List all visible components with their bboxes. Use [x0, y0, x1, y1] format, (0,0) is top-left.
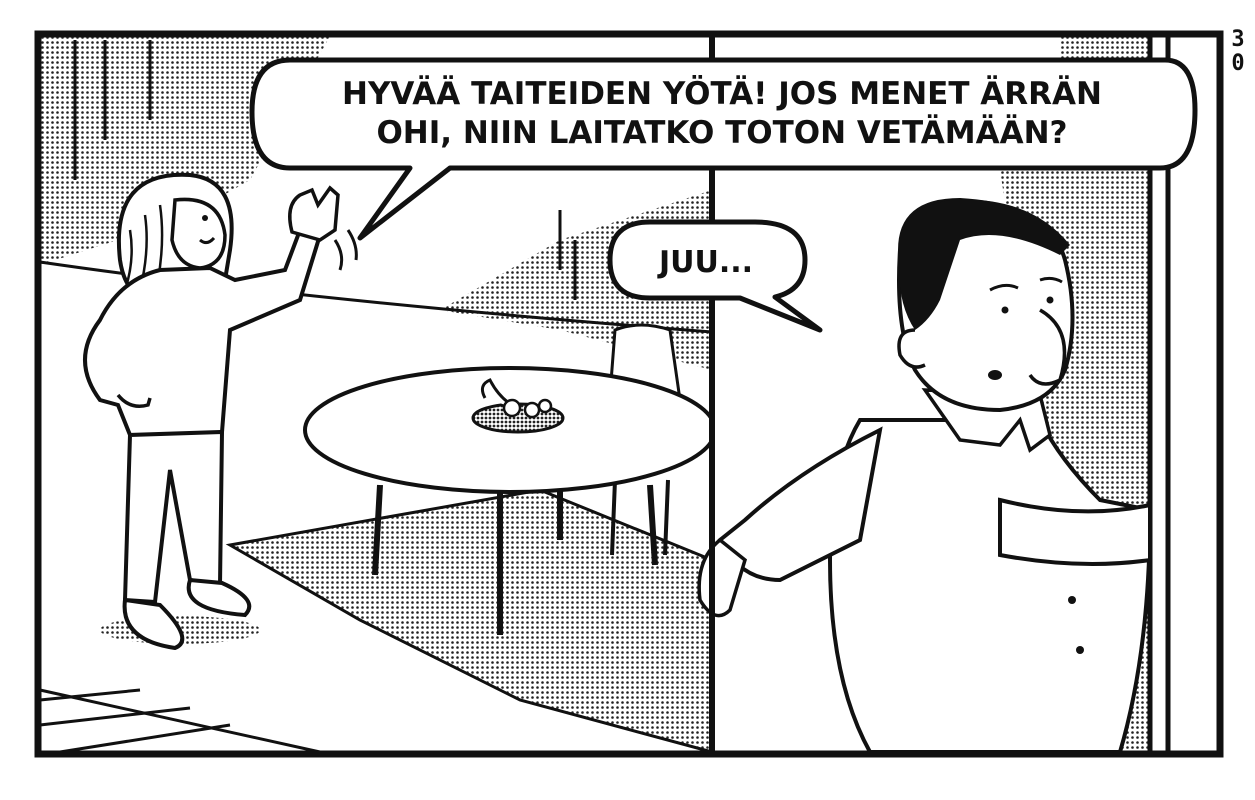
- page-number-digit-1: 3: [1231, 27, 1245, 52]
- speech-text-juu: JUU...: [658, 245, 754, 280]
- speech-line-2: OHI, NIIN LAITATKO TOTON VETÄMÄÄN?: [376, 115, 1068, 151]
- page-number-digit-2: 0: [1231, 51, 1245, 76]
- page-number: [1226, 28, 1250, 76]
- speech-line-1: HYVÄÄ TAITEIDEN YÖTÄ! JOS MENET ÄRRÄN: [342, 76, 1102, 112]
